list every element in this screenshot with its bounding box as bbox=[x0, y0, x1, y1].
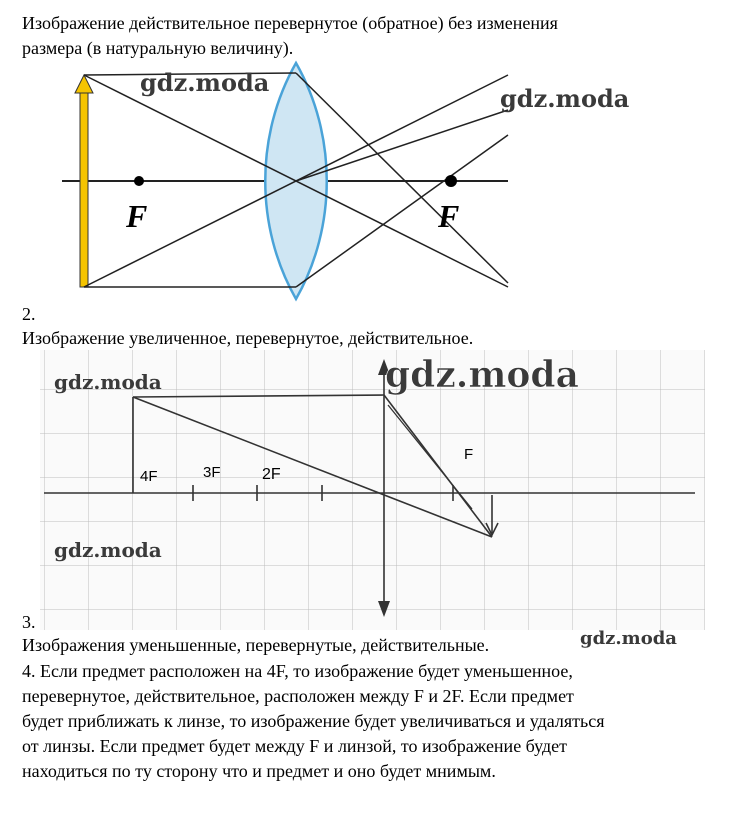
focus-label-right: F bbox=[438, 198, 460, 234]
watermark: gdz.moda bbox=[500, 84, 630, 113]
caption-line-4: Изображения уменьшенные, перевернутые, действительные. bbox=[22, 635, 490, 655]
watermark: gdz.moda bbox=[385, 354, 579, 396]
paragraph-4-line-2: перевернутое, действительное, расположен между F и 2F. Если предмет bbox=[22, 686, 574, 706]
watermark: gdz.moda bbox=[140, 68, 270, 97]
paragraph-4-line-5: находиться по ту сторону что и предмет и оно будет мнимым. bbox=[22, 761, 496, 781]
label-f: F bbox=[464, 446, 474, 463]
label-3f: 3F bbox=[203, 464, 221, 481]
watermark: gdz.moda bbox=[54, 370, 162, 394]
caption-line-1: Изображение действительное перевернутое (обратное) без изменения bbox=[22, 13, 558, 33]
focus-point-left bbox=[134, 176, 144, 186]
paragraph-4-line-1: 4. Если предмет расположен на 4F, то изображение будет уменьшенное, bbox=[22, 661, 573, 681]
lens-diagram-2 bbox=[0, 345, 731, 635]
item-number-3: 3. bbox=[22, 612, 36, 632]
ray bbox=[296, 110, 508, 181]
ray bbox=[296, 135, 508, 287]
label-4f: 4F bbox=[140, 468, 158, 485]
object-arrow bbox=[80, 91, 88, 287]
paragraph-4-line-4: от линзы. Если предмет будет между F и линзой, то изображение будет bbox=[22, 736, 568, 756]
lens-diagram-1 bbox=[0, 55, 731, 305]
label-2f: 2F bbox=[262, 466, 281, 483]
item-number-2: 2. bbox=[22, 304, 36, 324]
focus-point-right bbox=[445, 175, 457, 187]
watermark: gdz.moda bbox=[54, 538, 162, 562]
paragraph-4-line-3: будет приближать к линзе, то изображение будет увеличиваться и удаляться bbox=[22, 711, 605, 731]
watermark: gdz.moda bbox=[580, 628, 677, 649]
focus-label-left: F bbox=[126, 198, 148, 234]
caption-line-3: Изображение увеличенное, перевернутое, действительное. bbox=[22, 328, 474, 348]
caption-line-2: размера (в натуральную величину). bbox=[22, 38, 294, 58]
